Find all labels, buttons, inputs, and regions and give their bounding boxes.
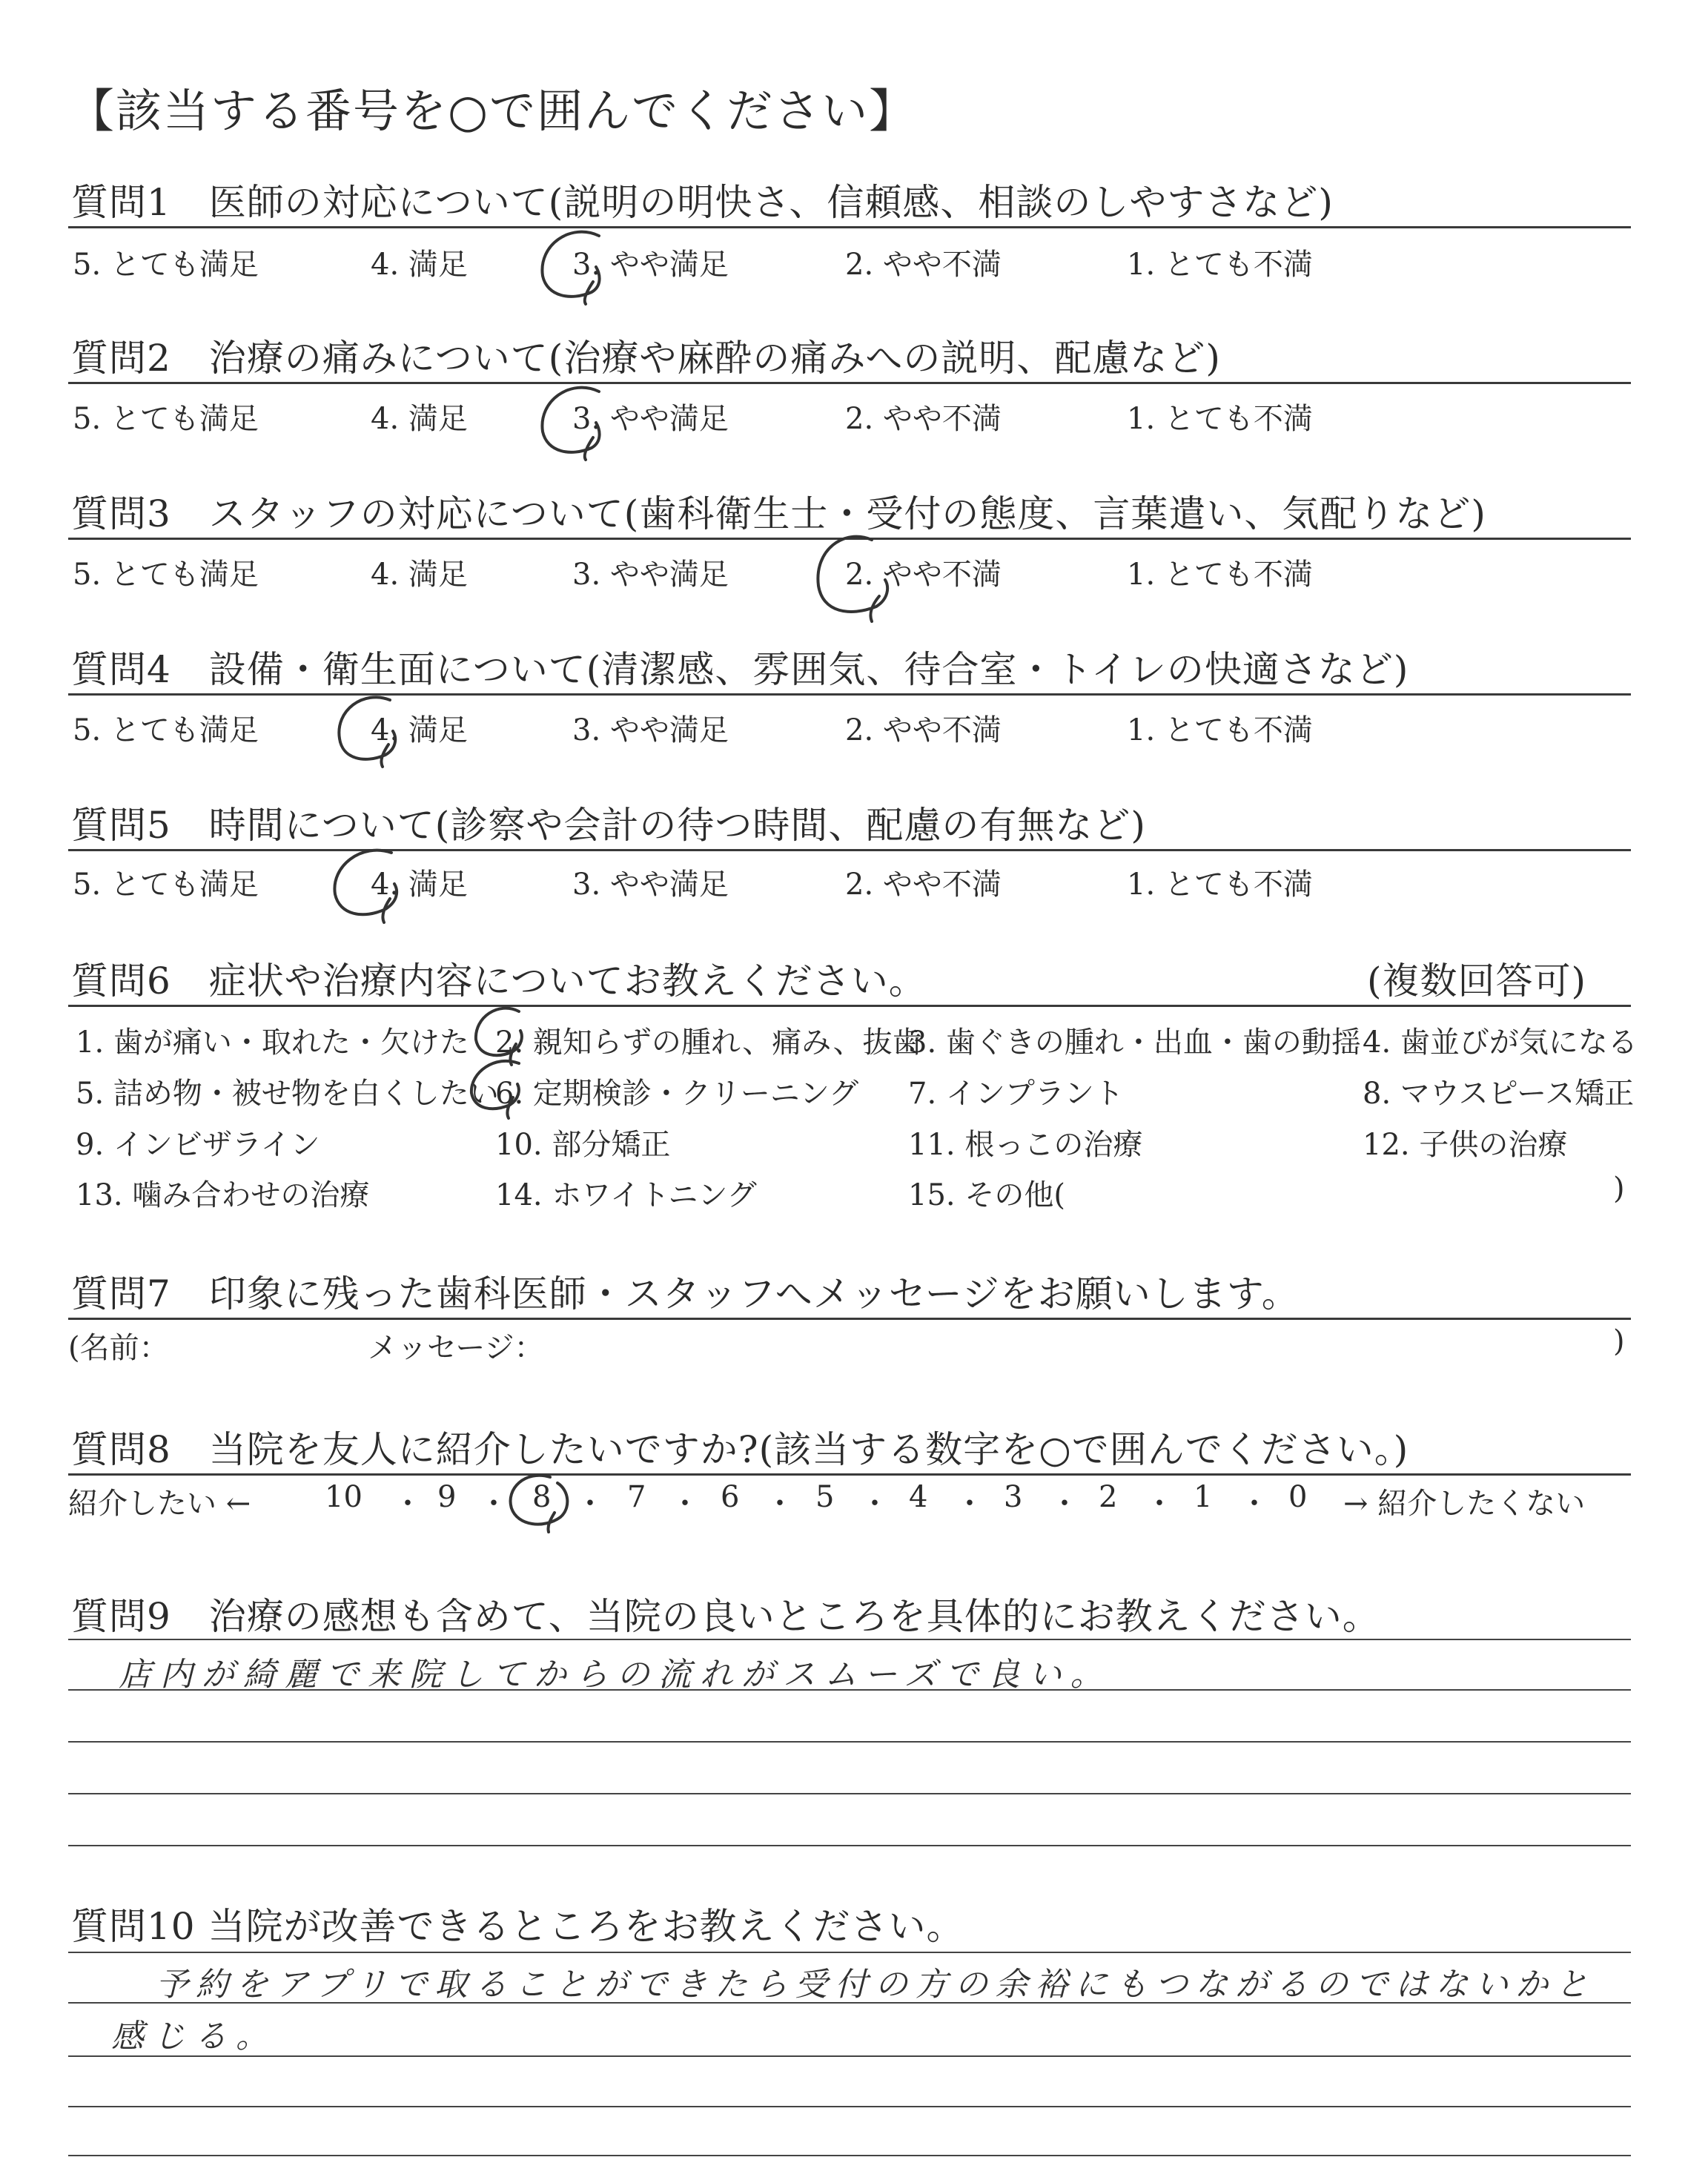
q4-title: 質問4 設備・衛生面について(清潔感、雰囲気、待合室・トイレの快適さなど) — [71, 648, 1409, 691]
q4-option-5[interactable]: 5. とても満足 — [73, 713, 259, 747]
q5-option-5[interactable]: 5. とても満足 — [73, 868, 259, 902]
q6-option-10[interactable]: 10. 部分矯正 — [495, 1128, 671, 1162]
q9-title: 質問9 治療の感想も含めて、当院の良いところを具体的にお教えください。 — [71, 1595, 1380, 1638]
q1-option-4[interactable]: 4. 満足 — [371, 248, 468, 282]
q8-score-6[interactable]: 6 — [721, 1480, 740, 1514]
q8-score-3[interactable]: 3 — [1004, 1480, 1023, 1514]
q6-option-2[interactable]: 2. 親知らずの腫れ、痛み、抜歯 — [495, 1025, 922, 1060]
q7-rule — [68, 1318, 1631, 1320]
q9-handwritten-answer[interactable]: 店内が綺麗で来院してからの流れがスムーズで良い。 — [119, 1656, 1112, 1694]
q2-option-2[interactable]: 2. やや不満 — [845, 402, 1002, 436]
q6-option-4[interactable]: 4. 歯並びが気になる — [1363, 1025, 1638, 1060]
q8-separator: ・ — [1050, 1487, 1079, 1521]
instruction-header: 【該当する番号を○で囲んでください】 — [68, 84, 917, 138]
q8-separator: ・ — [670, 1487, 700, 1521]
q9-answer-line — [68, 1793, 1631, 1794]
q8-right-label: → 紹介したくない — [1343, 1487, 1586, 1521]
q8-score-9[interactable]: 9 — [437, 1480, 457, 1514]
q5-option-1[interactable]: 1. とても不満 — [1127, 868, 1313, 902]
q6-other-close-paren: ) — [1613, 1172, 1625, 1206]
q9-answer-line — [68, 1741, 1631, 1743]
q9-answer-line — [68, 1845, 1631, 1846]
q5-option-3[interactable]: 3. やや満足 — [572, 868, 729, 902]
q4-option-3[interactable]: 3. やや満足 — [572, 713, 729, 747]
q7-name-label: (名前： — [68, 1331, 169, 1365]
q8-separator: ・ — [765, 1487, 795, 1521]
q6-option-14[interactable]: 14. ホワイトニング — [495, 1178, 757, 1212]
q8-title: 質問8 当院を友人に紹介したいですか?(該当する数字を○で囲んでください。) — [71, 1428, 1409, 1471]
q5-option-4[interactable]: 4. 満足 — [371, 868, 468, 902]
q5-title: 質問5 時間について(診察や会計の待つ時間、配慮の有無など) — [71, 804, 1146, 847]
q8-score-7[interactable]: 7 — [627, 1480, 646, 1514]
q6-option-13[interactable]: 13. 噛み合わせの治療 — [76, 1178, 370, 1212]
q6-option-15[interactable]: 15. その他( — [908, 1178, 1065, 1212]
q3-option-3[interactable]: 3. やや満足 — [572, 558, 729, 592]
q8-score-5[interactable]: 5 — [815, 1480, 835, 1514]
q1-option-5[interactable]: 5. とても満足 — [73, 248, 259, 282]
q2-option-4[interactable]: 4. 満足 — [371, 402, 468, 436]
q8-separator: ・ — [1145, 1487, 1174, 1521]
q3-title: 質問3 スタッフの対応について(歯科衛生士・受付の態度、言葉遣い、気配りなど) — [71, 492, 1486, 535]
q1-option-2[interactable]: 2. やや不満 — [845, 248, 1002, 282]
q1-option-1[interactable]: 1. とても不満 — [1127, 248, 1313, 282]
q1-option-3[interactable]: 3. やや満足 — [572, 248, 729, 282]
q2-option-5[interactable]: 5. とても満足 — [73, 402, 259, 436]
q6-option-6[interactable]: 6. 定期検診・クリーニング — [495, 1077, 859, 1111]
q8-score-8[interactable]: 8 — [532, 1480, 552, 1514]
q3-rule — [68, 538, 1631, 540]
q8-separator: ・ — [479, 1487, 509, 1521]
q6-option-11[interactable]: 11. 根っこの治療 — [908, 1128, 1143, 1162]
q10-answer-line — [68, 1952, 1631, 1953]
q7-close-paren: ) — [1613, 1324, 1625, 1358]
q8-score-2[interactable]: 2 — [1099, 1480, 1118, 1514]
q4-option-2[interactable]: 2. やや不満 — [845, 713, 1002, 747]
q6-option-9[interactable]: 9. インビザライン — [76, 1128, 320, 1162]
q4-option-1[interactable]: 1. とても不満 — [1127, 713, 1313, 747]
q3-option-5[interactable]: 5. とても満足 — [73, 558, 259, 592]
q4-option-4[interactable]: 4. 満足 — [371, 713, 468, 747]
q8-left-label: 紹介したい ← — [68, 1487, 251, 1521]
q2-rule — [68, 382, 1631, 384]
q8-separator: ・ — [1239, 1487, 1269, 1521]
q8-separator: ・ — [393, 1487, 423, 1521]
q8-score-10[interactable]: 10 — [325, 1480, 363, 1514]
q4-rule — [68, 693, 1631, 696]
q6-rule — [68, 1005, 1631, 1007]
q1-rule — [68, 226, 1631, 228]
q5-option-2[interactable]: 2. やや不満 — [845, 868, 1002, 902]
q10-answer-line — [68, 2055, 1631, 2057]
q7-title: 質問7 印象に残った歯科医師・スタッフへメッセージをお願いします。 — [71, 1272, 1300, 1315]
q2-option-1[interactable]: 1. とても不満 — [1127, 402, 1313, 436]
q10-handwritten-answer-line2[interactable]: 感じる。 — [111, 2018, 277, 2055]
q8-separator: ・ — [860, 1487, 890, 1521]
q6-option-8[interactable]: 8. マウスピース矯正 — [1363, 1077, 1635, 1111]
q2-option-3[interactable]: 3. やや満足 — [572, 402, 729, 436]
q3-option-4[interactable]: 4. 満足 — [371, 558, 468, 592]
q3-option-2[interactable]: 2. やや不満 — [845, 558, 1002, 592]
q6-multiple-note: (複数回答可) — [1367, 960, 1587, 1003]
q8-score-4[interactable]: 4 — [909, 1480, 928, 1514]
q3-option-1[interactable]: 1. とても不満 — [1127, 558, 1313, 592]
q10-answer-line — [68, 2106, 1631, 2107]
q8-separator: ・ — [575, 1487, 605, 1521]
q6-option-1[interactable]: 1. 歯が痛い・取れた・欠けた — [76, 1025, 469, 1060]
q10-answer-line — [68, 2155, 1631, 2156]
q8-score-0[interactable]: 0 — [1288, 1480, 1308, 1514]
q6-option-12[interactable]: 12. 子供の治療 — [1363, 1128, 1568, 1162]
q7-message-label: メッセージ： — [368, 1331, 544, 1365]
q6-title: 質問6 症状や治療内容についてお教えください。 — [71, 960, 927, 1003]
q5-rule — [68, 849, 1631, 851]
q9-answer-line — [68, 1639, 1631, 1640]
q6-option-3[interactable]: 3. 歯ぐきの腫れ・出血・歯の動揺 — [908, 1025, 1361, 1060]
q6-option-7[interactable]: 7. インプラント — [908, 1077, 1124, 1111]
q2-title: 質問2 治療の痛みについて(治療や麻酔の痛みへの説明、配慮など) — [71, 337, 1221, 380]
q10-handwritten-answer-line1[interactable]: 予約をアプリで取ることができたら受付の方の余裕にもつながるのではないかと — [156, 1966, 1596, 2004]
q8-rule — [68, 1473, 1631, 1476]
q8-score-1[interactable]: 1 — [1194, 1480, 1213, 1514]
q6-option-5[interactable]: 5. 詰め物・被せ物を白くしたい — [76, 1077, 499, 1111]
q1-title: 質問1 医師の対応について(説明の明快さ、信頼感、相談のしやすさなど) — [71, 181, 1334, 224]
q8-separator: ・ — [955, 1487, 984, 1521]
q10-title: 質問10 当院が改善できるところをお教えください。 — [71, 1905, 964, 1948]
